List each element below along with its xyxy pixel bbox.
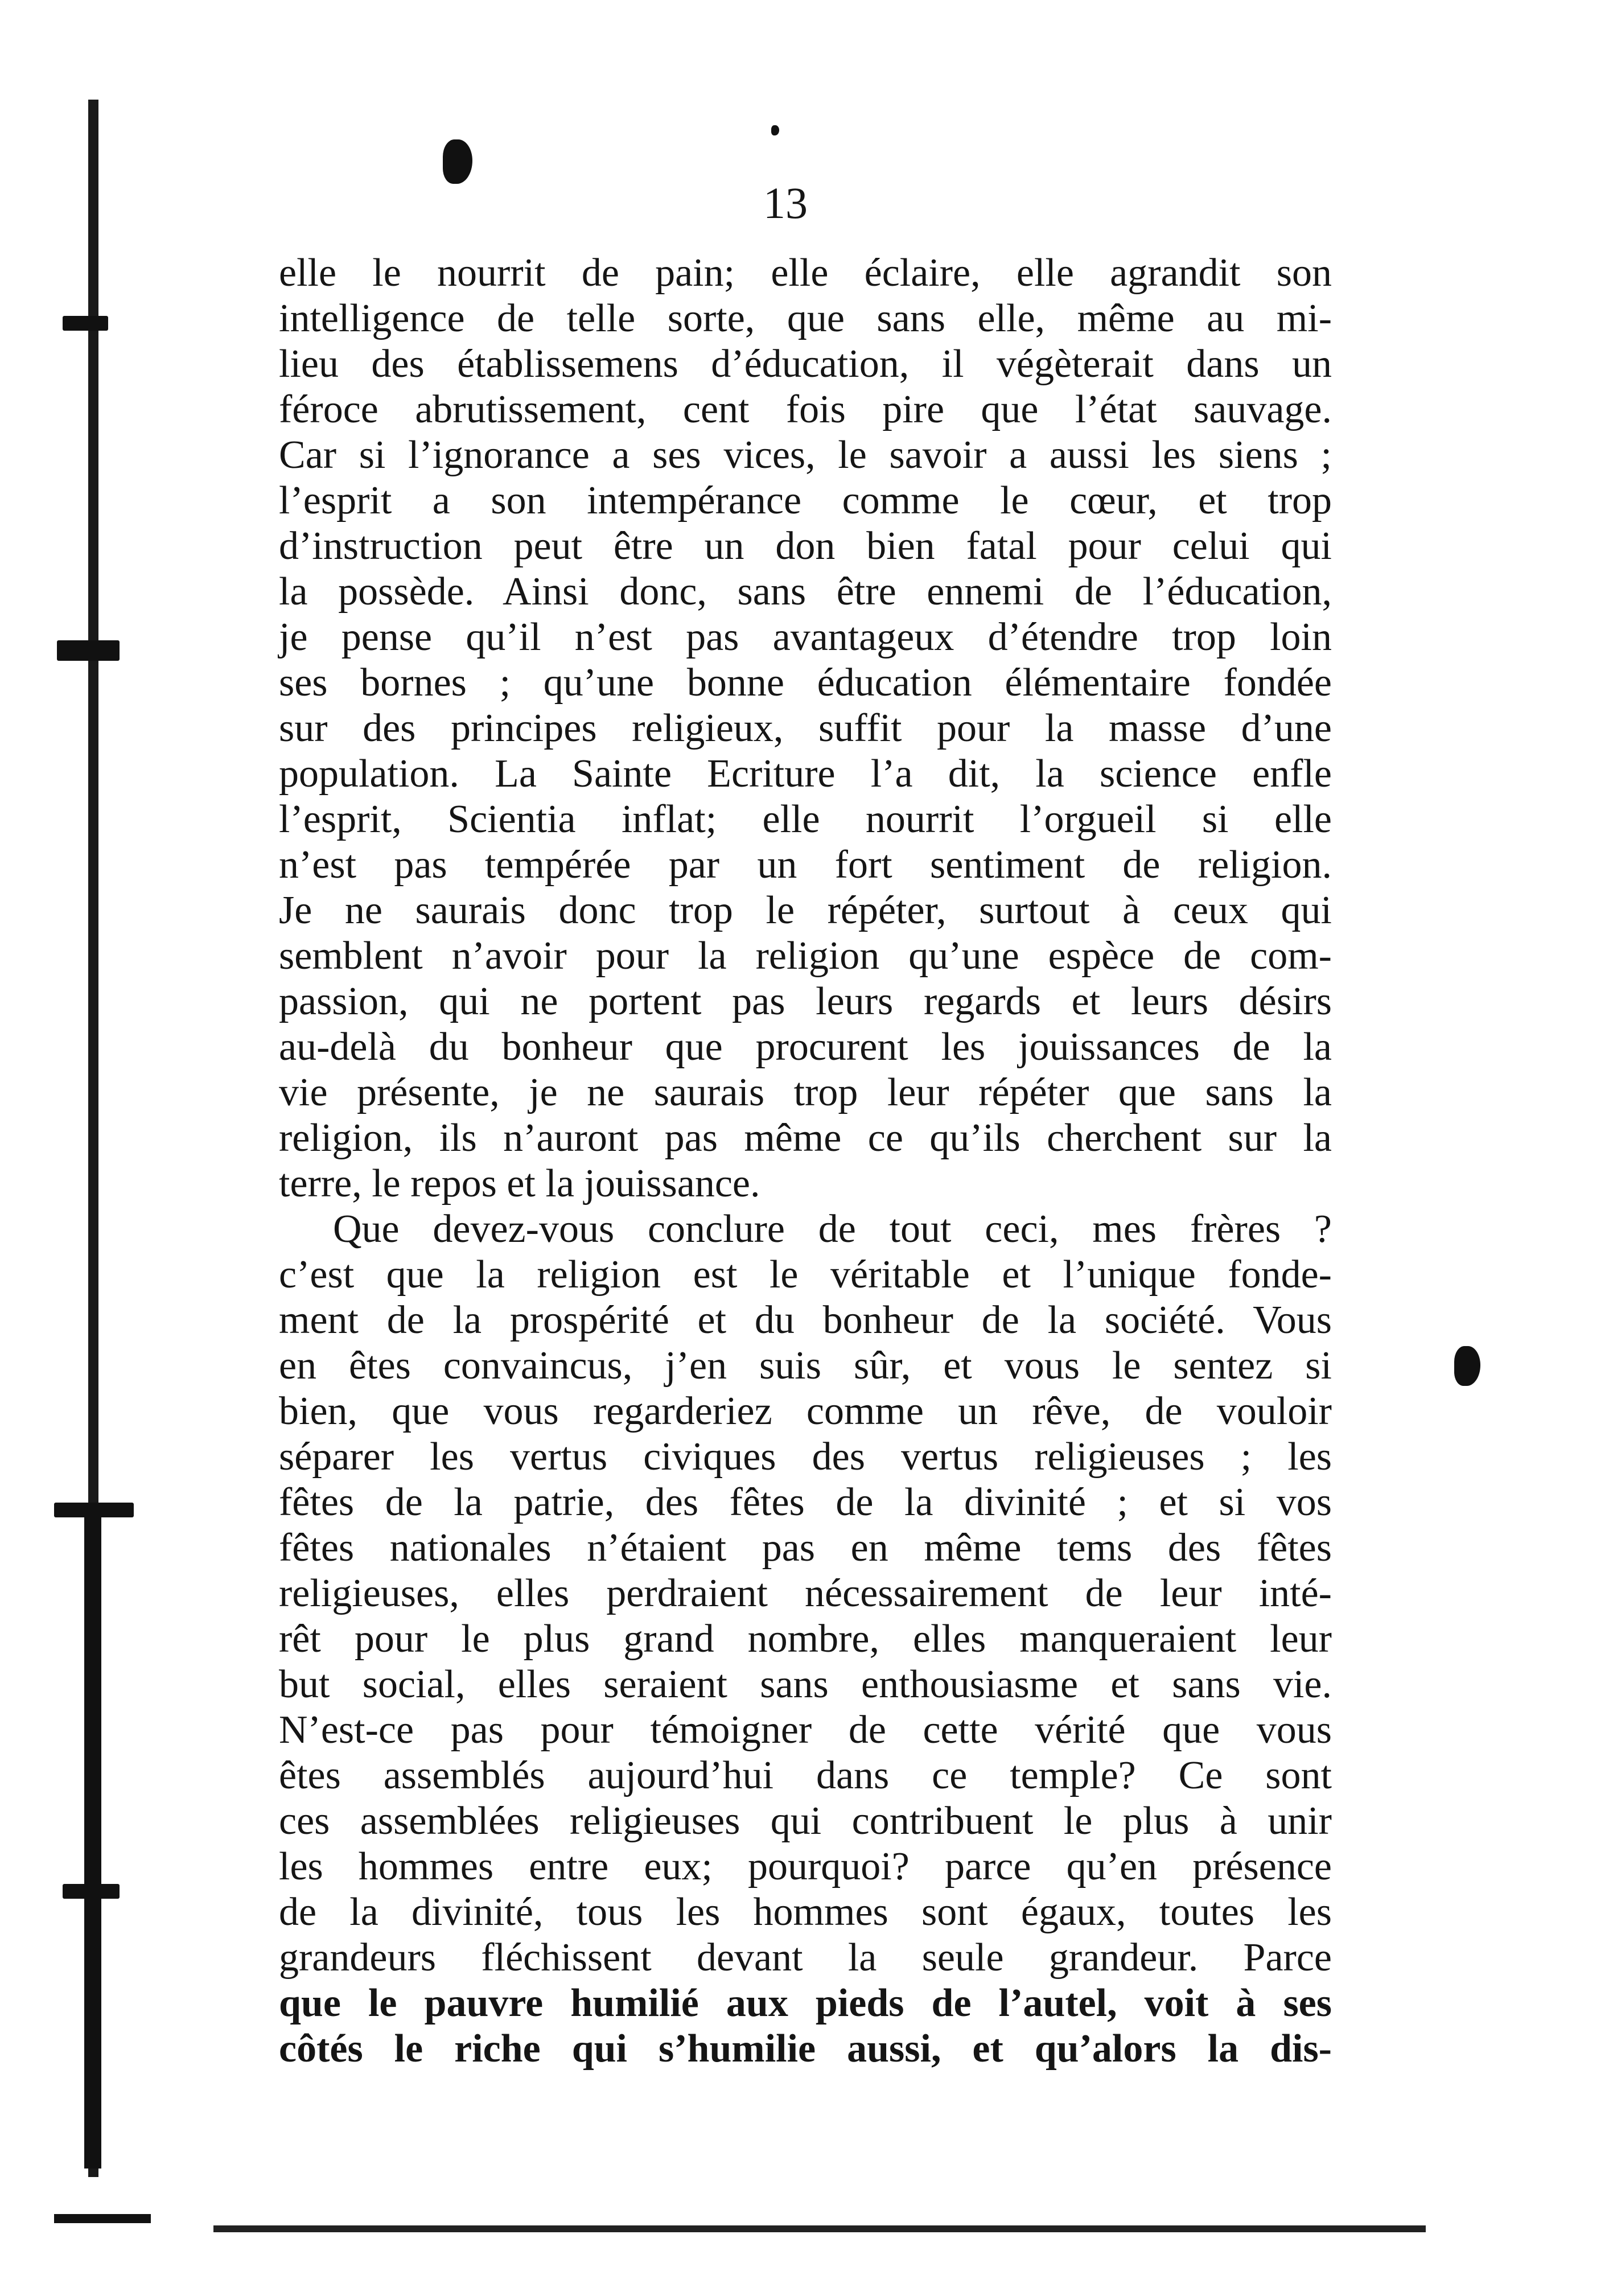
text-line: but social, elles seraient sans enthousiasme et sans vie. [279,1663,1332,1706]
text-line: population. La Sainte Ecriture l’a dit, la science enfle [279,752,1332,796]
ink-blot [1454,1346,1480,1386]
text-line: vie présente, je ne saurais trop leur répéter que sans la [279,1071,1332,1114]
bottom-rule [213,2225,1426,2232]
text-line: grandeurs fléchissent devant la seule grandeur. Parce [279,1936,1332,1980]
text-line: séparer les vertus civiques des vertus religieuses ; les [279,1435,1332,1479]
text-line: c’est que la religion est le véritable et l’unique fonde- [279,1253,1332,1297]
text-line: l’esprit a son intempérance comme le cœur, et trop [279,479,1332,522]
text-line: N’est-ce pas pour témoigner de cette vérité que vous [279,1708,1332,1752]
text-line: fêtes nationales n’étaient pas en même tems des fêtes [279,1526,1332,1570]
text-line-paragraph-start: Que devez-vous conclure de tout ceci, mes frères ? [333,1207,1332,1251]
text-line: n’est pas tempérée par un fort sentiment de religion. [279,843,1332,887]
text-line: religieuses, elles perdraient nécessairement de leur inté- [279,1571,1332,1615]
text-line: l’esprit, Scientia inflat; elle nourrit l’orgueil si elle [279,797,1332,841]
text-line: Car si l’ignorance a ses vices, le savoir a aussi les siens ; [279,433,1332,477]
text-line: bien, que vous regarderiez comme un rêve, de vouloir [279,1389,1332,1433]
text-line: lieu des établissemens d’éducation, il végèterait dans un [279,342,1332,386]
text-line: je pense qu’il n’est pas avantageux d’étendre trop loin [279,615,1332,659]
text-line: intelligence de telle sorte, que sans elle, même au mi- [279,297,1332,340]
text-line: que le pauvre humilié aux pieds de l’autel, voit à ses [279,1981,1332,2025]
text-line: côtés le riche qui s’humilie aussi, et qu’alors la dis- [279,2027,1332,2071]
text-line-paragraph-end: terre, le repos et la jouissance. [279,1162,760,1205]
binding-mark [54,1503,134,1517]
text-line: d’instruction peut être un don bien fatal pour celui qui [279,524,1332,568]
text-line: ces assemblées religieuses qui contribuent le plus à unir [279,1799,1332,1843]
text-line: Je ne saurais donc trop le répéter, surtout à ceux qui [279,888,1332,932]
text-line: de la divinité, tous les hommes sont égaux, toutes les [279,1890,1332,1934]
binding-mark [63,316,108,331]
text-line: elle le nourrit de pain; elle éclaire, elle agrandit son [279,251,1332,295]
text-line: êtes assemblés aujourd’hui dans ce temple? Ce sont [279,1754,1332,1797]
binding-mark [63,1884,120,1899]
text-line: fêtes de la patrie, des fêtes de la divinité ; et si vos [279,1480,1332,1524]
binding-mark [54,2214,151,2223]
text-line: les hommes entre eux; pourquoi? parce qu’en présence [279,1845,1332,1888]
ink-blot [443,139,472,184]
text-line: au-delà du bonheur que procurent les jouissances de la [279,1025,1332,1069]
text-line: féroce abrutissement, cent fois pire que l’état sauvage. [279,388,1332,431]
binding-spine-thick-section [84,1508,101,2169]
text-line: ment de la prospérité et du bonheur de la société. Vous [279,1298,1332,1342]
page-number: 13 [763,178,808,228]
binding-mark [57,640,120,661]
text-line: ses bornes ; qu’une bonne éducation élémentaire fondée [279,661,1332,705]
text-line: religion, ils n’auront pas même ce qu’ils cherchent sur la [279,1116,1332,1160]
text-line: en êtes convaincus, j’en suis sûr, et vous le sentez si [279,1344,1332,1388]
text-line: la possède. Ainsi donc, sans être ennemi de l’éducation, [279,570,1332,614]
text-line: sur des principes religieux, suffit pour la masse d’une [279,706,1332,750]
body-text [279,250,1332,2072]
text-line: rêt pour le plus grand nombre, elles manqueraient leur [279,1617,1332,1661]
ink-speck [771,125,779,135]
text-line: semblent n’avoir pour la religion qu’une espèce de com- [279,934,1332,978]
text-line: passion, qui ne portent pas leurs regards et leurs désirs [279,980,1332,1023]
